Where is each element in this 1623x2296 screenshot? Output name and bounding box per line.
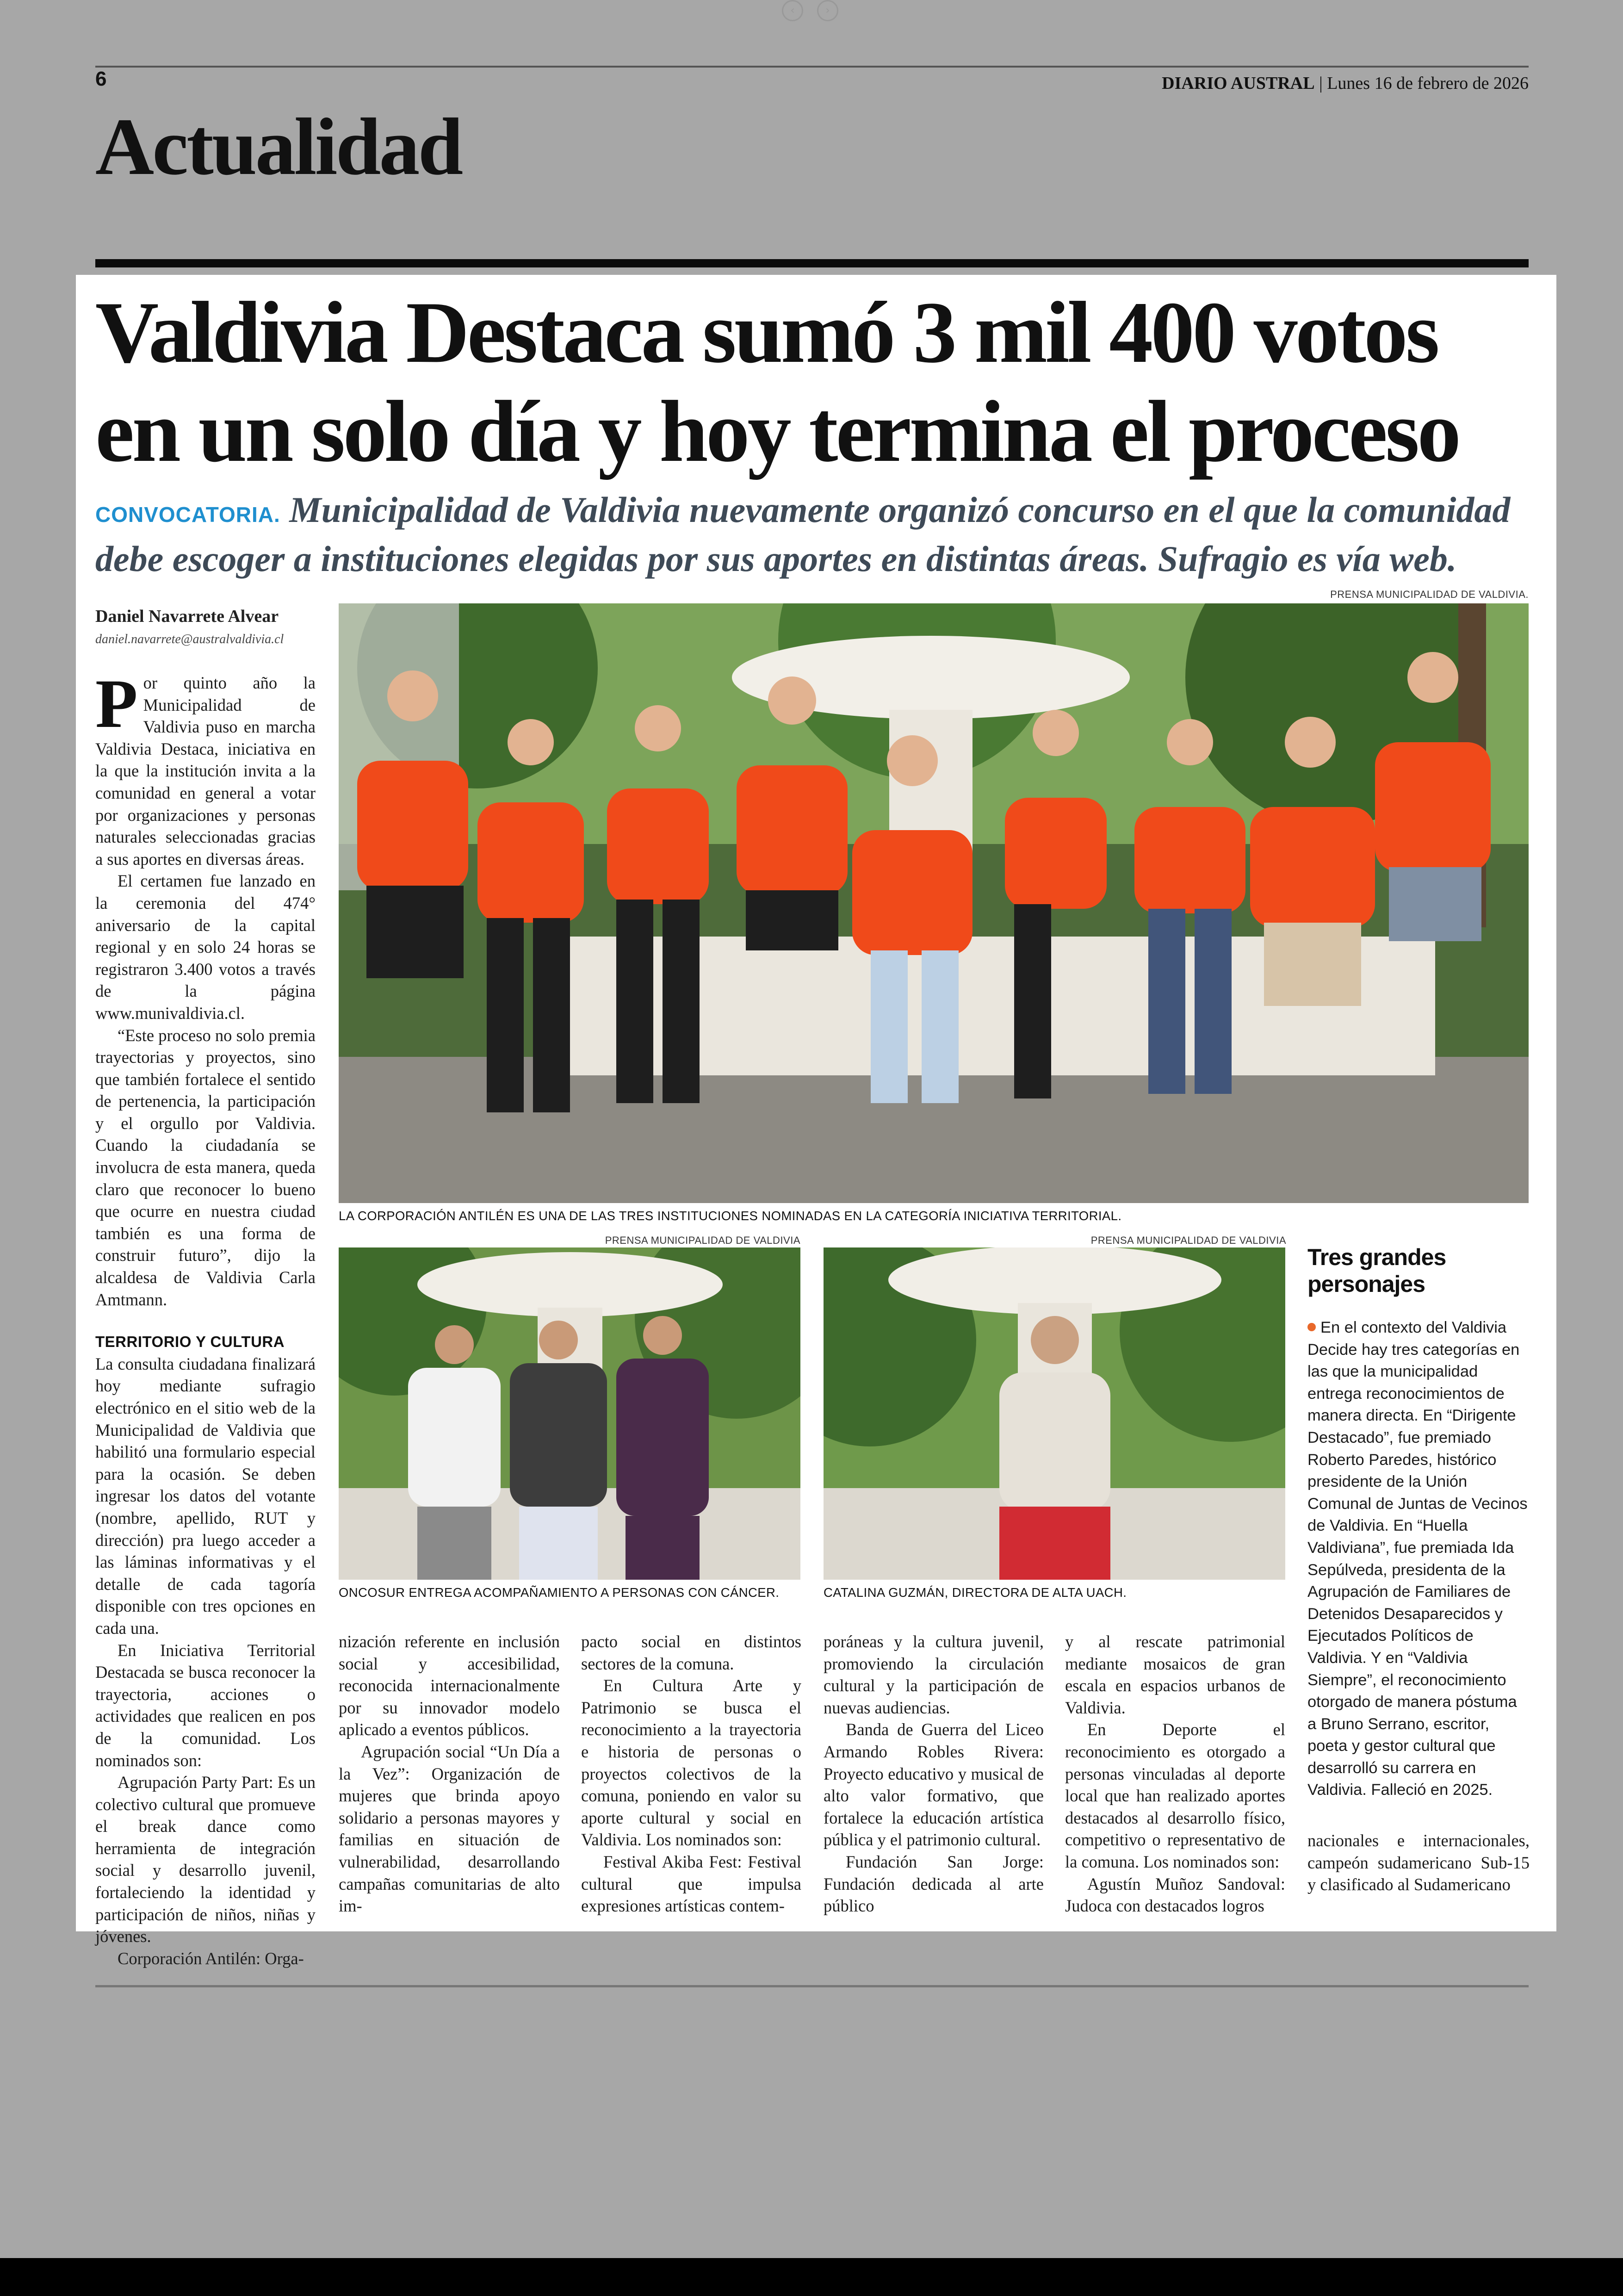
bottom-bar (0, 2258, 1623, 2296)
section-title: Actualidad (95, 102, 462, 192)
paragraph: En Deporte el reconocimiento es otorgado a personas vinculadas al deporte local que han realizado aportes destacados al desarrollo físico, competitivo o representativo de la comuna. Los nominados son: (1065, 1720, 1285, 1871)
bullet-icon (1307, 1323, 1316, 1331)
paragraph: Agrupación Party Part: Es un colectivo cultural que promueve el break dance como herramienta de integración social y desarrollo juvenil, fortaleciendo la identidad y participación de niños, niñas y jóvenes. (95, 1773, 316, 1946)
left-photo-caption: ONCOSUR ENTREGA ACOMPAÑAMIENTO A PERSONAS CON CÁNCER. (339, 1585, 780, 1600)
lead-text: Municipalidad de Valdivia nuevamente organizó concurso en el que la comunidad debe escoger a instituciones elegidas por sus aportes en distintas áreas. Sufragio es vía web. (95, 490, 1511, 579)
sidebar-text-box (1307, 1317, 1530, 1801)
page-number: 6 (95, 68, 107, 90)
article-title: Valdivia Destaca sumó 3 mil 400 votos en un solo día y hoy termina el proceso (95, 284, 1459, 480)
paragraph: Festival Akiba Fest: Festival cultural que impulsa expresiones artísticas contem- (581, 1852, 801, 1916)
paragraph: El certamen fue lanzado en la ceremonia del 474° aniversario de la capital regional y en solo 24 horas se registraron 3.400 votos a través de la página www.munivaldivia.cl. (95, 871, 316, 1023)
paragraph: nización referente en inclusión social y accesibilidad, reconocida internacionalmente por su innovador modelo aplicado a eventos públicos. (339, 1632, 560, 1739)
paragraph: En Cultura Arte y Patrimonio se busca el reconocimiento a la trayectoria e historia de personas o proyectos colectivos de la comuna, poniendo en valor su aporte cultural y social en Valdivia. Los nominados son: (581, 1676, 801, 1849)
catalina-photo (824, 1247, 1285, 1580)
paragraph: pacto social en distintos sectores de la comuna. (581, 1632, 801, 1673)
main-photo-credit: PRENSA MUNICIPALIDAD DE VALDIVIA. (1330, 589, 1529, 600)
article-column-1 (95, 665, 316, 1969)
newspaper-name: DIARIO AUSTRAL (1162, 74, 1315, 93)
paragraph: poráneas y la cultura juvenil, promoviendo la circulación cultural y la participación de nuevas audiencias. (824, 1632, 1044, 1717)
paragraph: Banda de Guerra del Liceo Armando Robles Rivera: Proyecto educativo y musical de alto valor formativo, que fortalece la educación artística pública y el patrimonio cultural. (824, 1720, 1044, 1849)
main-photo (339, 603, 1529, 1203)
article-lead (95, 488, 1530, 581)
article-column-2 (339, 1631, 560, 1917)
paragraph: or quinto año la Municipalidad de Valdivia puso en marcha Valdivia Destaca, iniciativa en la que la institución invita a la comunidad en general a votar por organizaciones y personas naturales seleccionadas gracias a sus aportes en diversas áreas. (95, 673, 316, 869)
group-photo-illustration (339, 603, 1529, 1203)
main-photo-caption: LA CORPORACIÓN ANTILÉN ES UNA DE LAS TRES INSTITUCIONES NOMINADAS EN LA CATEGORÍA INICIATIVA TERRITORIAL. (339, 1209, 1122, 1223)
left-photo-credit: PRENSA MUNICIPALIDAD DE VALDIVIA (605, 1235, 800, 1246)
subheading: TERRITORIO Y CULTURA (95, 1333, 285, 1351)
sidebar-text: En el contexto del Valdivia Decide hay tres categorías en las que la municipalidad entrega reconocimientos de manera directa. En “Dirigente Destacado”, fue premiado Roberto Paredes, histórico presidente de la Unión Comunal de Juntas de Vecinos de Valdivia. En “Huella Valdiviana”, fue premiada Ida Sepúlveda, presidenta de la Agrupación de Familiares de Detenidos Desaparecidos y Ejecutados Políticos de Valdivia. Y en “Valdivia Siempre”, el reconocimiento otorgado de manera póstuma a Bruno Serrano, escritor, poeta y gestor cultural que desarrolló su carrera en Valdivia. Falleció en 2025. (1307, 1319, 1528, 1799)
oncosur-photo-illustration (339, 1247, 800, 1580)
section-rule (95, 259, 1529, 267)
right-photo-caption: CATALINA GUZMÁN, DIRECTORA DE ALTA UACH. (824, 1585, 1127, 1600)
bottom-rule (95, 1985, 1529, 1987)
paragraph: Agrupación social “Un Día a la Vez”: Organización de mujeres que brinda apoyo solidario a personas mayores y familias en situación de vulnerabilidad, desarrollando campañas comunitarias de alto im- (339, 1742, 560, 1916)
prev-page-icon[interactable]: ‹ (782, 0, 803, 21)
paragraph: y al rescate patrimonial mediante mosaicos de gran escala en espacios urbanos de Valdivia. (1065, 1632, 1285, 1717)
page-navigation (782, 0, 852, 21)
oncosur-photo (339, 1247, 800, 1580)
sidebar-title: Tres grandes personajes (1307, 1244, 1446, 1297)
top-rule (95, 66, 1529, 68)
catalina-photo-illustration (824, 1247, 1285, 1580)
author-email[interactable]: daniel.navarrete@australvaldivia.cl (95, 632, 284, 646)
article-column-5 (1065, 1631, 1285, 1917)
author: Daniel Navarrete Alvear (95, 607, 279, 626)
article-column-6 (1307, 1830, 1530, 1896)
paragraph: Corporación Antilén: Orga- (118, 1948, 304, 1968)
article-column-3 (581, 1631, 801, 1917)
article-column-4 (824, 1631, 1044, 1917)
paragraph: Agustín Muñoz Sandoval: Judoca con destacados logros (1065, 1874, 1285, 1916)
paragraph: nacionales e internacionales, campeón sudamericano Sub-15 y clasificado al Sudamericano (1307, 1831, 1530, 1894)
issue-date: Lunes 16 de febrero de 2026 (1327, 74, 1529, 93)
kicker: CONVOCATORIA. (95, 503, 280, 527)
paragraph: En Iniciativa Territorial Destacada se busca reconocer la trayectoria, acciones o actividades que realicen en pos de la comunidad. Los nominados son: (95, 1640, 316, 1770)
next-page-icon[interactable]: › (817, 0, 838, 21)
drop-cap: P (95, 665, 138, 742)
folio: DIARIO AUSTRAL | Lunes 16 de febrero de 2026 (1162, 74, 1529, 93)
paragraph: La consulta ciudadana finalizará hoy mediante sufragio electrónico en el sitio web de la Municipalidad de Valdivia que habilitó una formulario especial para la ocasión. Se deben ingresar los datos del votante (nombre, apellido, RUT y dirección) pra luego acceder a las láminas informativas y el detalle de cada tagoría disponible con tres opciones en cada una. (95, 1354, 316, 1638)
paragraph: Fundación San Jorge: Fundación dedicada al arte público (824, 1852, 1044, 1916)
right-photo-credit: PRENSA MUNICIPALIDAD DE VALDIVIA (1090, 1235, 1286, 1246)
paragraph: “Este proceso no solo premia trayectorias y proyectos, sino que también fortalece el sentido de pertenencia, la participación y el orgullo por Valdivia. Cuando la ciudadanía se involucra de esta manera, queda claro que reconocer lo bueno que ocurre en nuestra ciudad también es una forma de construir futuro”, dijo la alcaldesa de Valdivia Carla Amtmann. (95, 1025, 316, 1309)
